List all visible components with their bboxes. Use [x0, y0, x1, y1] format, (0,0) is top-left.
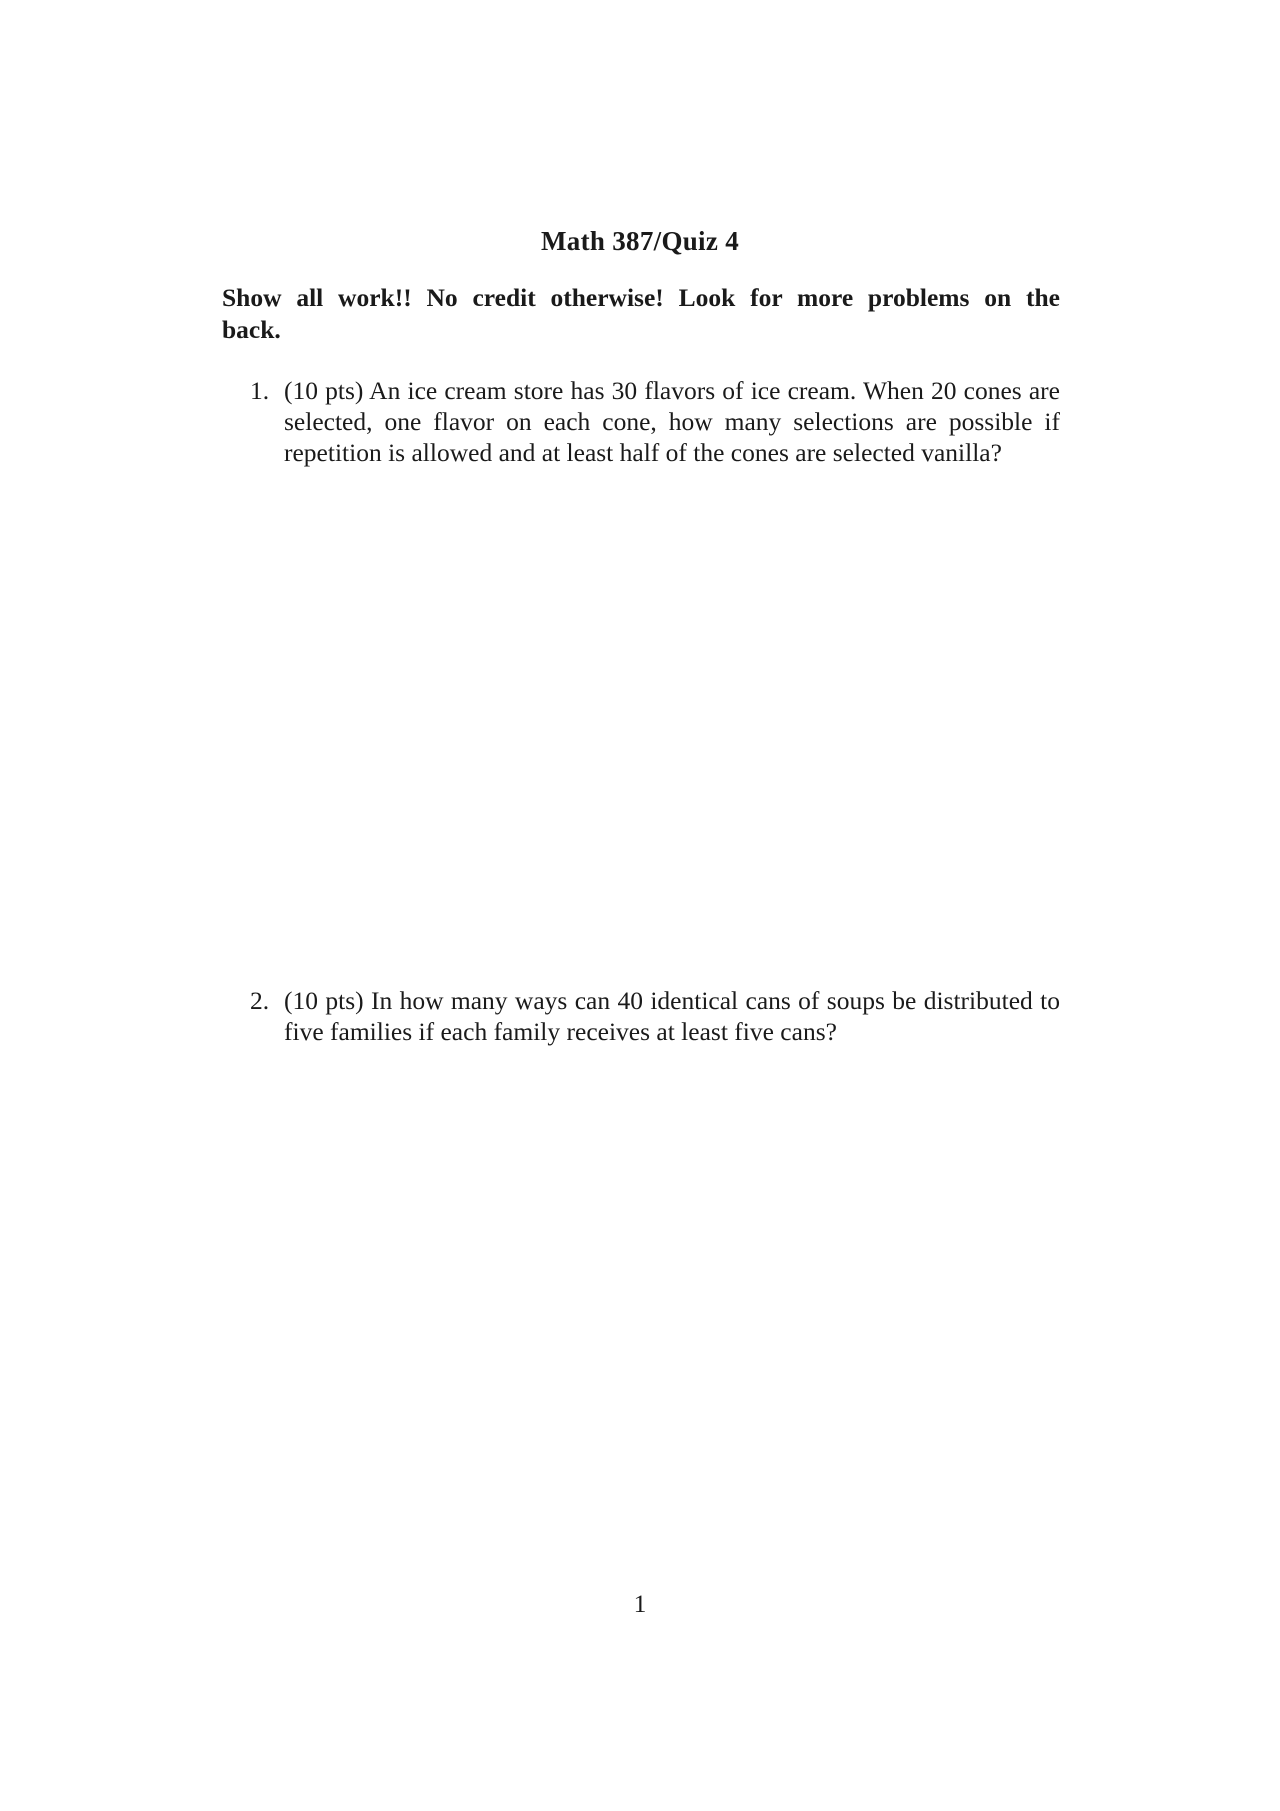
page-number: 1	[633, 1589, 647, 1618]
problem-text: (10 pts) In how many ways can 40 identical cans of soups be distributed to five families if each family receives at least five cans?	[284, 986, 1060, 1046]
instructions-text: Show all work!! No credit otherwise! Look for more problems on the back.	[222, 283, 1060, 344]
problem-text: (10 pts) An ice cream store has 30 flavors of ice cream. When 20 cones are selected, one flavor on each cone, how many selections are possible if repetition is allowed and at least half of the cones are selected vanilla?	[284, 376, 1060, 467]
page-title: Math 387/Quiz 4	[541, 226, 739, 256]
problem-number: 2.	[250, 986, 270, 1015]
problem-number: 1.	[250, 376, 270, 405]
